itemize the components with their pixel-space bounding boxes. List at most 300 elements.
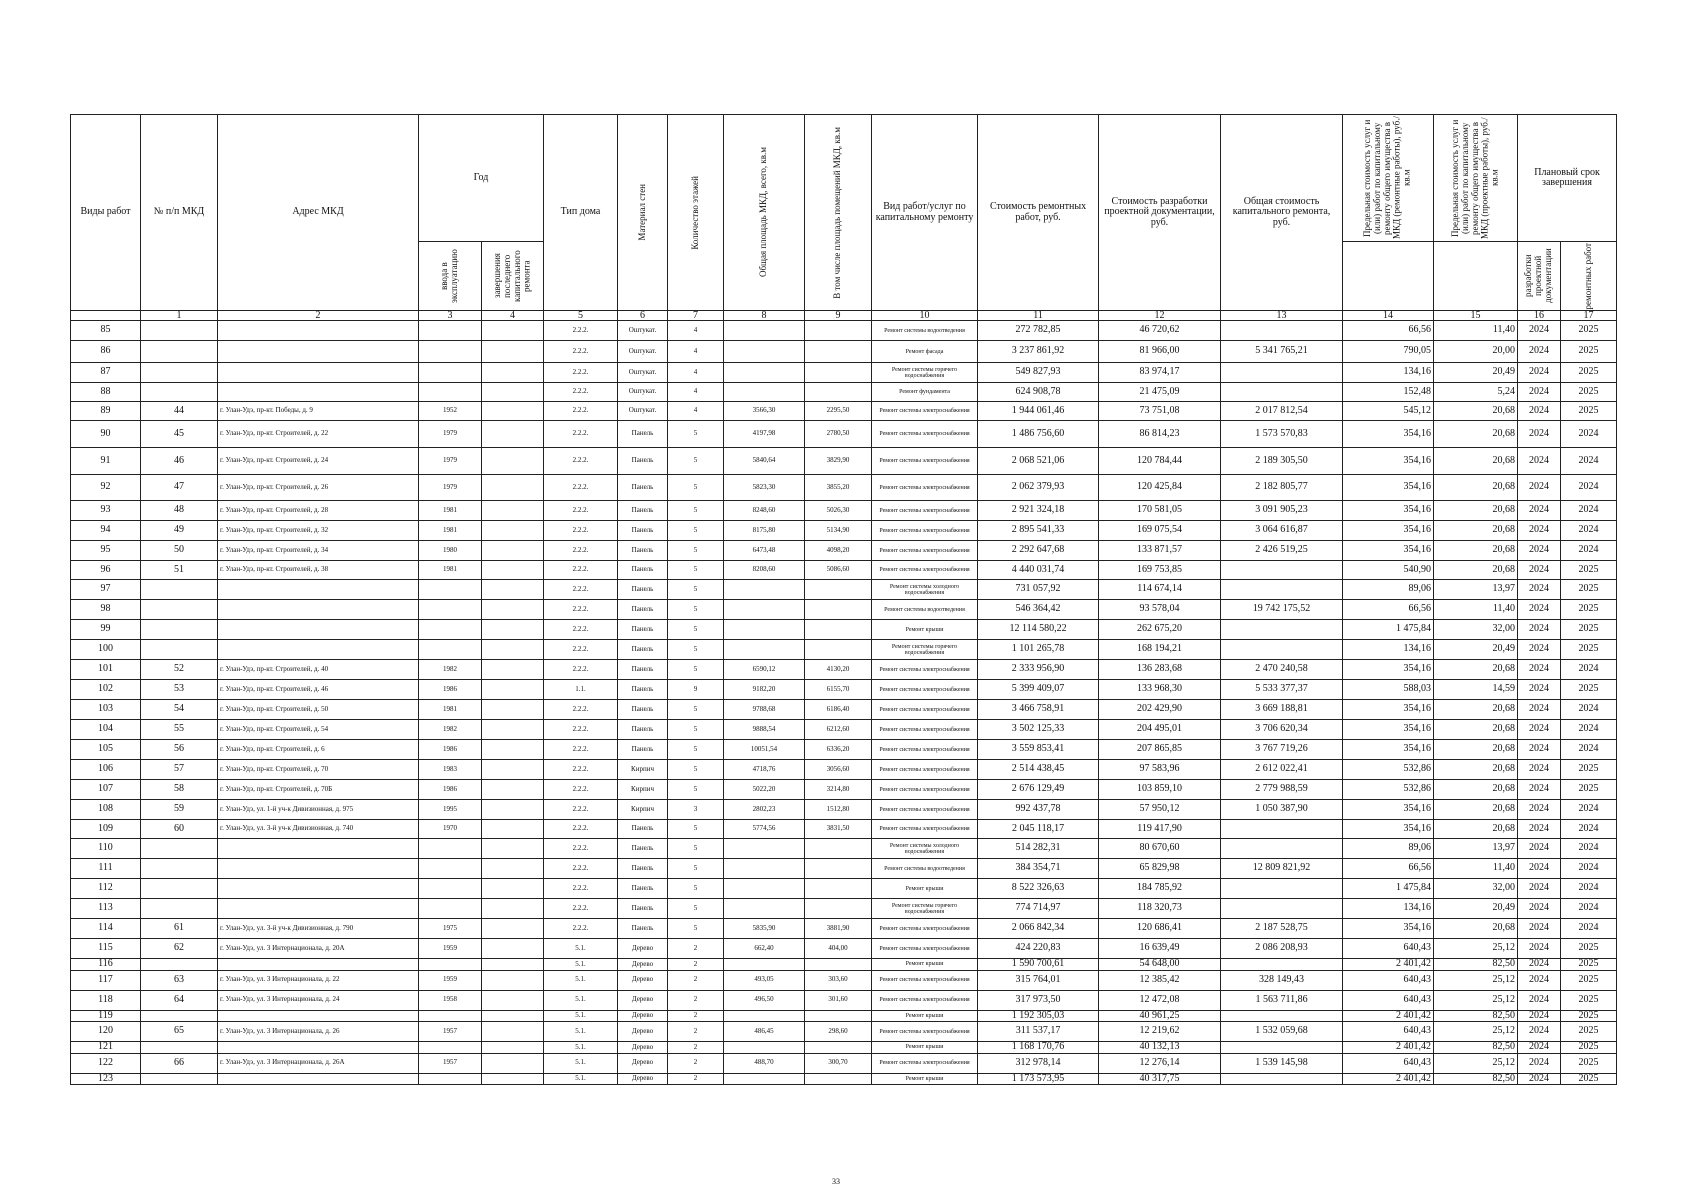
year-commission [419, 620, 482, 640]
table-row [71, 580, 1617, 600]
header-vid-rabot: Виды работ [71, 115, 141, 311]
house-type: 2.2.2. [544, 800, 618, 820]
work-type: Ремонт системы электроснабжения [872, 421, 978, 448]
wall-material: Панель [618, 839, 668, 859]
deadline-repair: 2025 [1561, 341, 1617, 363]
floors: 5 [668, 541, 724, 561]
capital-repair-table [70, 114, 1617, 1085]
table-row [71, 660, 1617, 680]
limit-design: 20,68 [1434, 720, 1518, 740]
wall-material: Панель [618, 720, 668, 740]
work-type: Ремонт крыши [872, 1010, 978, 1022]
limit-design: 13,97 [1434, 839, 1518, 859]
total-area: 9182,20 [724, 680, 805, 700]
rooms-area: 3855,20 [805, 475, 872, 501]
total-cost: 2 086 208,93 [1221, 939, 1343, 959]
table-row [71, 740, 1617, 760]
mkd-number: 57 [141, 760, 218, 780]
house-type: 2.2.2. [544, 561, 618, 580]
address-cell [218, 600, 419, 620]
deadline-design: 2024 [1518, 780, 1561, 800]
work-type: Ремонт системы электроснабжения [872, 660, 978, 680]
total-area: 3566,30 [724, 402, 805, 421]
work-type: Ремонт системы горячего водоснабжения [872, 640, 978, 660]
house-type: 2.2.2. [544, 501, 618, 521]
deadline-repair: 2024 [1561, 899, 1617, 919]
house-type: 2.2.2. [544, 541, 618, 561]
total-cost: 2 017 812,54 [1221, 402, 1343, 421]
year-commission: 1981 [419, 501, 482, 521]
design-cost: 120 425,84 [1099, 475, 1221, 501]
design-cost: 93 578,04 [1099, 600, 1221, 620]
floors: 4 [668, 363, 724, 383]
floors: 2 [668, 1042, 724, 1054]
limit-repair: 354,16 [1343, 700, 1434, 720]
deadline-design: 2024 [1518, 640, 1561, 660]
row-number: 118 [71, 990, 141, 1010]
address-cell: г. Улан-Удэ, пр-кт. Строителей, д. 38 [218, 561, 419, 580]
deadline-repair: 2025 [1561, 561, 1617, 580]
limit-design: 20,68 [1434, 919, 1518, 939]
floors: 4 [668, 402, 724, 421]
repair-cost: 549 827,93 [978, 363, 1099, 383]
row-number: 107 [71, 780, 141, 800]
row-number: 120 [71, 1022, 141, 1042]
house-type: 2.2.2. [544, 321, 618, 341]
deadline-design: 2024 [1518, 970, 1561, 990]
year-commission: 1982 [419, 660, 482, 680]
limit-design: 25,12 [1434, 1053, 1518, 1073]
floors: 5 [668, 660, 724, 680]
repair-cost: 514 282,31 [978, 839, 1099, 859]
limit-repair: 354,16 [1343, 820, 1434, 839]
year-commission [419, 640, 482, 660]
mkd-number: 55 [141, 720, 218, 740]
limit-design: 20,49 [1434, 640, 1518, 660]
repair-cost: 3 466 758,91 [978, 700, 1099, 720]
table-body [71, 321, 1617, 1085]
header-repair-cost: Стоимость ремонтных работ, руб. [978, 115, 1099, 311]
limit-design: 11,40 [1434, 321, 1518, 341]
table-row [71, 363, 1617, 383]
address-cell: г. Улан-Удэ, ул. 3 Интернационала, д. 26 [218, 1022, 419, 1042]
design-cost: 54 648,00 [1099, 959, 1221, 971]
header-limit-repair: Предельная стоимость услуг и (или) работ по капитальному ремонту общего имущества в МКД (ремонтные работы), руб./кв.м [1343, 115, 1434, 242]
rooms-area [805, 620, 872, 640]
table-row [71, 600, 1617, 620]
limit-repair: 640,43 [1343, 1053, 1434, 1073]
total-cost: 1 050 387,90 [1221, 800, 1343, 820]
work-type: Ремонт крыши [872, 620, 978, 640]
mkd-number [141, 363, 218, 383]
year-commission [419, 600, 482, 620]
limit-repair: 532,86 [1343, 760, 1434, 780]
table-row [71, 720, 1617, 740]
deadline-repair: 2024 [1561, 839, 1617, 859]
repair-cost: 317 973,50 [978, 990, 1099, 1010]
row-number: 93 [71, 501, 141, 521]
limit-repair: 354,16 [1343, 501, 1434, 521]
house-type: 2.2.2. [544, 341, 618, 363]
work-type: Ремонт системы водоотведения [872, 600, 978, 620]
design-cost: 103 859,10 [1099, 780, 1221, 800]
total-area: 9888,54 [724, 720, 805, 740]
total-cost [1221, 820, 1343, 839]
mkd-number: 59 [141, 800, 218, 820]
row-number: 88 [71, 383, 141, 402]
total-cost: 3 669 188,81 [1221, 700, 1343, 720]
header-limit-repair-empty [1343, 242, 1434, 311]
rooms-area [805, 1042, 872, 1054]
wall-material: Панель [618, 680, 668, 700]
year-last-repair [482, 720, 544, 740]
limit-repair: 134,16 [1343, 363, 1434, 383]
work-type: Ремонт системы электроснабжения [872, 820, 978, 839]
total-cost: 2 187 528,75 [1221, 919, 1343, 939]
year-commission [419, 839, 482, 859]
rooms-area: 404,00 [805, 939, 872, 959]
design-cost: 81 966,00 [1099, 341, 1221, 363]
row-number: 113 [71, 899, 141, 919]
total-cost: 2 779 988,59 [1221, 780, 1343, 800]
total-area: 4718,76 [724, 760, 805, 780]
header-limit-design-empty [1434, 242, 1518, 311]
address-cell [218, 1073, 419, 1085]
deadline-design: 2024 [1518, 501, 1561, 521]
year-last-repair [482, 939, 544, 959]
year-last-repair [482, 402, 544, 421]
address-cell: г. Улан-Удэ, пр-кт. Строителей, д. 28 [218, 501, 419, 521]
column-number: 16 [1518, 311, 1561, 321]
deadline-repair: 2024 [1561, 740, 1617, 760]
table-row [71, 990, 1617, 1010]
limit-design: 20,68 [1434, 448, 1518, 475]
work-type: Ремонт системы электроснабжения [872, 780, 978, 800]
total-cost [1221, 561, 1343, 580]
header-design-cost: Стоимость разработки проектной документации, руб. [1099, 115, 1221, 311]
limit-repair: 89,06 [1343, 580, 1434, 600]
wall-material: Панель [618, 820, 668, 839]
house-type: 2.2.2. [544, 740, 618, 760]
floors: 5 [668, 760, 724, 780]
row-number: 99 [71, 620, 141, 640]
design-cost: 170 581,05 [1099, 501, 1221, 521]
limit-repair: 354,16 [1343, 740, 1434, 760]
limit-repair: 2 401,42 [1343, 959, 1434, 971]
design-cost: 118 320,73 [1099, 899, 1221, 919]
deadline-design: 2024 [1518, 720, 1561, 740]
limit-design: 82,50 [1434, 1010, 1518, 1022]
mkd-number [141, 1042, 218, 1054]
design-cost: 120 686,41 [1099, 919, 1221, 939]
deadline-design: 2024 [1518, 990, 1561, 1010]
deadline-repair: 2024 [1561, 421, 1617, 448]
total-cost: 2 612 022,41 [1221, 760, 1343, 780]
limit-repair: 66,56 [1343, 600, 1434, 620]
floors: 3 [668, 800, 724, 820]
total-area [724, 363, 805, 383]
floors: 5 [668, 521, 724, 541]
limit-repair: 640,43 [1343, 990, 1434, 1010]
row-number: 109 [71, 820, 141, 839]
design-cost: 86 814,23 [1099, 421, 1221, 448]
total-cost [1221, 1073, 1343, 1085]
work-type: Ремонт системы электроснабжения [872, 919, 978, 939]
design-cost: 40 317,75 [1099, 1073, 1221, 1085]
deadline-repair: 2025 [1561, 620, 1617, 640]
house-type: 2.2.2. [544, 760, 618, 780]
year-last-repair [482, 341, 544, 363]
repair-cost: 1 192 305,03 [978, 1010, 1099, 1022]
total-cost [1221, 383, 1343, 402]
address-cell [218, 580, 419, 600]
work-type: Ремонт системы электроснабжения [872, 720, 978, 740]
header-year: Год [419, 115, 544, 242]
total-area: 496,50 [724, 990, 805, 1010]
table-row [71, 640, 1617, 660]
limit-repair: 134,16 [1343, 899, 1434, 919]
floors: 5 [668, 501, 724, 521]
work-type: Ремонт крыши [872, 879, 978, 899]
work-type: Ремонт системы электроснабжения [872, 990, 978, 1010]
deadline-repair: 2025 [1561, 780, 1617, 800]
design-cost: 16 639,49 [1099, 939, 1221, 959]
year-last-repair [482, 640, 544, 660]
address-cell [218, 341, 419, 363]
total-area: 493,05 [724, 970, 805, 990]
design-cost: 207 865,85 [1099, 740, 1221, 760]
floors: 5 [668, 720, 724, 740]
year-last-repair [482, 839, 544, 859]
year-commission: 1959 [419, 970, 482, 990]
header-limit-design: Предельная стоимость услуг и (или) работ по капитальному ремонту общего имущества в МКД (проектные работы), руб./кв.м [1434, 115, 1518, 242]
address-cell: г. Улан-Удэ, пр-кт. Строителей, д. 50 [218, 700, 419, 720]
deadline-design: 2024 [1518, 939, 1561, 959]
deadline-repair: 2025 [1561, 402, 1617, 421]
floors: 5 [668, 421, 724, 448]
rooms-area [805, 600, 872, 620]
work-type: Ремонт системы холодного водоснабжения [872, 839, 978, 859]
design-cost: 120 784,44 [1099, 448, 1221, 475]
design-cost: 57 950,12 [1099, 800, 1221, 820]
address-cell: г. Улан-Удэ, пр-кт. Строителей, д. 54 [218, 720, 419, 740]
limit-design: 20,68 [1434, 475, 1518, 501]
wall-material: Дерево [618, 1010, 668, 1022]
mkd-number [141, 859, 218, 879]
mkd-number [141, 580, 218, 600]
table-row [71, 1073, 1617, 1085]
page-number: 33 [832, 1177, 840, 1186]
total-area [724, 620, 805, 640]
deadline-design: 2024 [1518, 561, 1561, 580]
year-last-repair [482, 541, 544, 561]
work-type: Ремонт крыши [872, 1042, 978, 1054]
limit-design: 20,49 [1434, 899, 1518, 919]
work-type: Ремонт системы электроснабжения [872, 561, 978, 580]
column-number: 1 [141, 311, 218, 321]
column-number: 3 [419, 311, 482, 321]
limit-repair: 354,16 [1343, 475, 1434, 501]
total-area: 8208,60 [724, 561, 805, 580]
header-rooms-area: В том числе площадь помещений МКД, кв.м [805, 115, 872, 311]
limit-repair: 354,16 [1343, 541, 1434, 561]
rooms-area: 300,70 [805, 1053, 872, 1073]
design-cost: 80 670,60 [1099, 839, 1221, 859]
table-row [71, 1042, 1617, 1054]
floors: 5 [668, 600, 724, 620]
work-type: Ремонт системы электроснабжения [872, 521, 978, 541]
row-number: 112 [71, 879, 141, 899]
design-cost: 262 675,20 [1099, 620, 1221, 640]
floors: 2 [668, 1022, 724, 1042]
year-last-repair [482, 700, 544, 720]
deadline-design: 2024 [1518, 421, 1561, 448]
limit-repair: 532,86 [1343, 780, 1434, 800]
work-type: Ремонт крыши [872, 1073, 978, 1085]
total-cost [1221, 620, 1343, 640]
year-last-repair [482, 859, 544, 879]
rooms-area: 6336,20 [805, 740, 872, 760]
header-year-last-repair: завершения последнего капитального ремонта [482, 242, 544, 311]
wall-material: Дерево [618, 1073, 668, 1085]
row-number: 121 [71, 1042, 141, 1054]
mkd-number: 50 [141, 541, 218, 561]
table-row [71, 919, 1617, 939]
design-cost: 46 720,62 [1099, 321, 1221, 341]
address-cell [218, 899, 419, 919]
repair-cost: 5 399 409,07 [978, 680, 1099, 700]
address-cell: г. Улан-Удэ, пр-кт. Строителей, д. 26 [218, 475, 419, 501]
rooms-area [805, 879, 872, 899]
limit-design: 82,50 [1434, 1042, 1518, 1054]
limit-design: 32,00 [1434, 879, 1518, 899]
year-commission: 1995 [419, 800, 482, 820]
total-area: 5835,90 [724, 919, 805, 939]
row-number: 119 [71, 1010, 141, 1022]
limit-design: 25,12 [1434, 939, 1518, 959]
design-cost: 40 961,25 [1099, 1010, 1221, 1022]
deadline-repair: 2025 [1561, 580, 1617, 600]
year-commission: 1970 [419, 820, 482, 839]
total-cost: 2 189 305,50 [1221, 448, 1343, 475]
total-cost: 19 742 175,52 [1221, 600, 1343, 620]
wall-material: Панель [618, 740, 668, 760]
wall-material: Дерево [618, 939, 668, 959]
work-type: Ремонт системы электроснабжения [872, 541, 978, 561]
work-type: Ремонт системы электроснабжения [872, 800, 978, 820]
year-commission: 1981 [419, 521, 482, 541]
repair-cost: 3 237 861,92 [978, 341, 1099, 363]
row-number: 92 [71, 475, 141, 501]
work-type: Ремонт системы электроснабжения [872, 740, 978, 760]
row-number: 116 [71, 959, 141, 971]
floors: 2 [668, 959, 724, 971]
address-cell [218, 859, 419, 879]
table-row [71, 859, 1617, 879]
deadline-design: 2024 [1518, 1073, 1561, 1085]
row-number: 110 [71, 839, 141, 859]
floors: 4 [668, 383, 724, 402]
limit-repair: 2 401,42 [1343, 1073, 1434, 1085]
table-row [71, 970, 1617, 990]
year-last-repair [482, 321, 544, 341]
mkd-number: 63 [141, 970, 218, 990]
wall-material: Панель [618, 919, 668, 939]
row-number: 103 [71, 700, 141, 720]
wall-material: Панель [618, 600, 668, 620]
floors: 5 [668, 780, 724, 800]
deadline-design: 2024 [1518, 899, 1561, 919]
year-commission: 1986 [419, 740, 482, 760]
floors: 5 [668, 879, 724, 899]
work-type: Ремонт системы электроснабжения [872, 939, 978, 959]
limit-design: 20,49 [1434, 363, 1518, 383]
table-row [71, 760, 1617, 780]
floors: 5 [668, 700, 724, 720]
limit-design: 82,50 [1434, 959, 1518, 971]
work-type: Ремонт фасада [872, 341, 978, 363]
deadline-design: 2024 [1518, 760, 1561, 780]
work-type: Ремонт системы электроснабжения [872, 1053, 978, 1073]
deadline-repair: 2024 [1561, 919, 1617, 939]
address-cell [218, 839, 419, 859]
limit-design: 20,68 [1434, 740, 1518, 760]
design-cost: 133 871,57 [1099, 541, 1221, 561]
mkd-number: 61 [141, 919, 218, 939]
rooms-area [805, 959, 872, 971]
total-cost [1221, 839, 1343, 859]
repair-cost: 424 220,83 [978, 939, 1099, 959]
header-deadline: Плановый срок завершения [1518, 115, 1617, 242]
deadline-repair: 2024 [1561, 475, 1617, 501]
address-cell: г. Улан-Удэ, ул. 3-й уч-к Дивизионная, д. 790 [218, 919, 419, 939]
address-cell [218, 640, 419, 660]
design-cost: 202 429,90 [1099, 700, 1221, 720]
repair-cost: 992 437,78 [978, 800, 1099, 820]
wall-material: Панель [618, 660, 668, 680]
design-cost: 21 475,09 [1099, 383, 1221, 402]
total-area [724, 600, 805, 620]
rooms-area [805, 1073, 872, 1085]
address-cell: г. Улан-Удэ, пр-кт. Строителей, д. 70 [218, 760, 419, 780]
address-cell: г. Улан-Удэ, пр-кт. Строителей, д. 40 [218, 660, 419, 680]
design-cost: 184 785,92 [1099, 879, 1221, 899]
deadline-design: 2024 [1518, 541, 1561, 561]
year-commission: 1981 [419, 700, 482, 720]
house-type: 2.2.2. [544, 402, 618, 421]
address-cell: г. Улан-Удэ, пр-кт. Строителей, д. 70Б [218, 780, 419, 800]
house-type: 2.2.2. [544, 660, 618, 680]
rooms-area [805, 363, 872, 383]
floors: 9 [668, 680, 724, 700]
work-type: Ремонт системы холодного водоснабжения [872, 580, 978, 600]
deadline-repair: 2024 [1561, 501, 1617, 521]
repair-cost: 1 590 700,61 [978, 959, 1099, 971]
limit-design: 20,68 [1434, 700, 1518, 720]
address-cell [218, 959, 419, 971]
rooms-area [805, 899, 872, 919]
header-total-area: Общая площадь МКД, всего, кв.м [724, 115, 805, 311]
header-address: Адрес МКД [218, 115, 419, 311]
deadline-design: 2024 [1518, 959, 1561, 971]
deadline-design: 2024 [1518, 859, 1561, 879]
column-number: 9 [805, 311, 872, 321]
work-type: Ремонт крыши [872, 959, 978, 971]
year-commission [419, 879, 482, 899]
header-nn-mkd: № п/п МКД [141, 115, 218, 311]
deadline-design: 2024 [1518, 321, 1561, 341]
limit-repair: 354,16 [1343, 421, 1434, 448]
